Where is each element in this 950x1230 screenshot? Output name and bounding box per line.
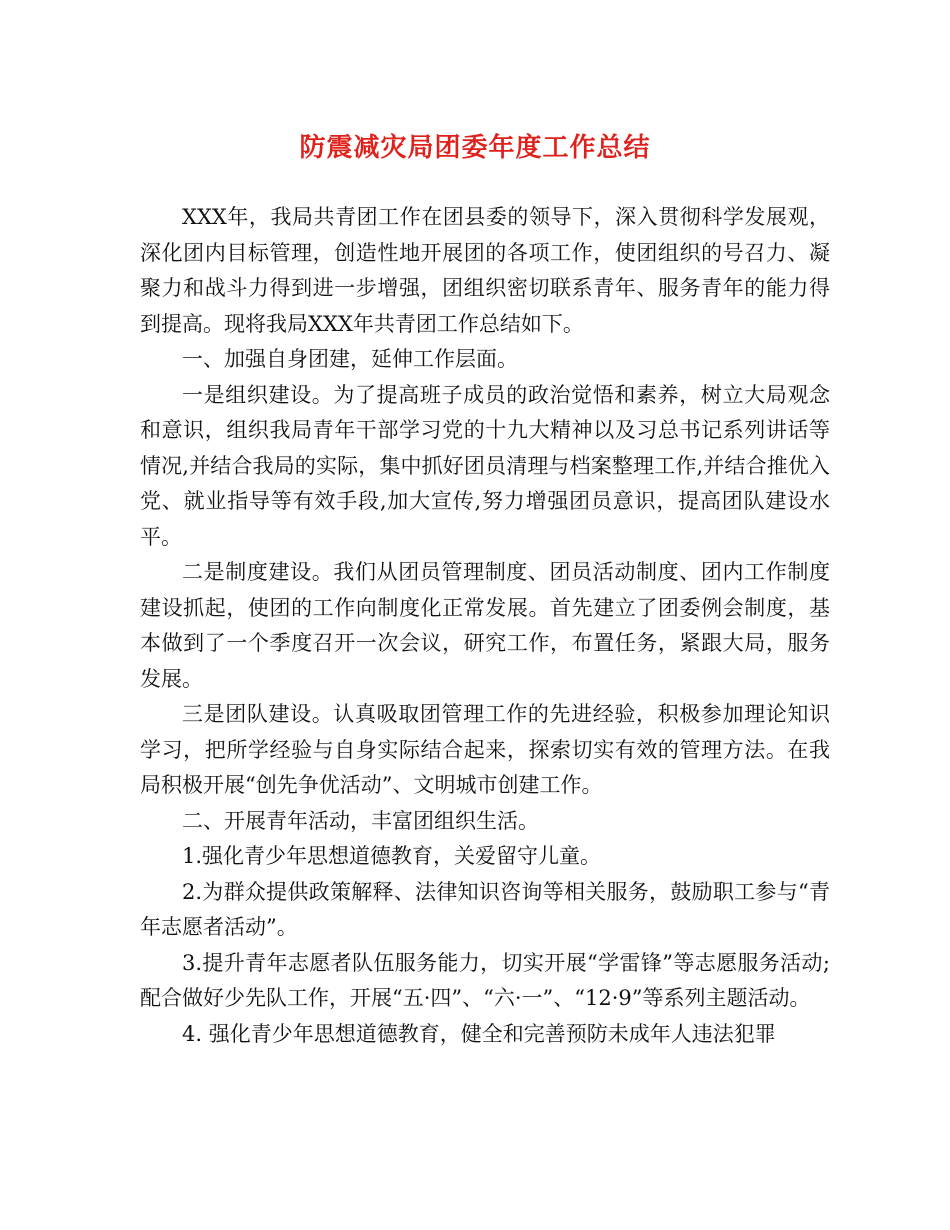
list-item-4: 4. 强化青少年思想道德教育，健全和完善预防未成年人违法犯罪	[182, 1021, 776, 1046]
paragraph-intro: XXX年，我局共青团工作在团县委的领导下，深入贯彻科学发展观，深化团内目标管理，创造性地开展团的各项工作，使团组织的号召力、凝聚力和战斗力得到进一步增强，团组织密切联系青年、服务青年的能力得到提高。现将我局XXX年共青团工作总结如下。	[140, 205, 830, 336]
list-item-3: 3.提升青年志愿者队伍服务能力，切实开展“学雷锋”等志愿服务活动;配合做好少先队工作，开展“五·四”、“六·一”、“12·9”等系列主题活动。	[140, 950, 830, 1010]
paragraph-team: 三是团队建设。认真吸取团管理工作的先进经验，积极参加理论知识学习，把所学经验与自身实际结合起来，探索切实有效的管理方法。在我局积极开展“创先争优活动”、文明城市创建工作。	[140, 702, 830, 797]
document-body	[140, 200, 830, 1052]
section-heading-1: 一、加强自身团建，延伸工作层面。	[182, 347, 518, 371]
document-title: 防震减灾局团委年度工作总结	[299, 133, 651, 163]
list-item-2: 2.为群众提供政策解释、法律知识咨询等相关服务，鼓励职工参与“青年志愿者活动”。	[140, 879, 830, 939]
paragraph-organization: 一是组织建设。为了提高班子成员的政治觉悟和素养，树立大局观念和意识，组织我局青年干部学习党的十九大精神以及习总书记系列讲话等情况,并结合我局的实际，集中抓好团员清理与档案整理工作,并结合推优入党、就业指导等有效手段,加大宣传,努力增强团员意识，提高团队建设水平。	[140, 382, 830, 549]
section-heading-2: 二、开展青年活动，丰富团组织生活。	[182, 808, 539, 833]
paragraph-system: 二是制度建设。我们从团员管理制度、团员活动制度、团内工作制度建设抓起，使团的工作向制度化正常发展。首先建立了团委例会制度，基本做到了一个季度召开一次会议，研究工作，布置任务，紧跟大局，服务发展。	[140, 560, 830, 691]
list-item-1: 1.强化青少年思想道德教育，关爱留守儿童。	[182, 844, 602, 868]
